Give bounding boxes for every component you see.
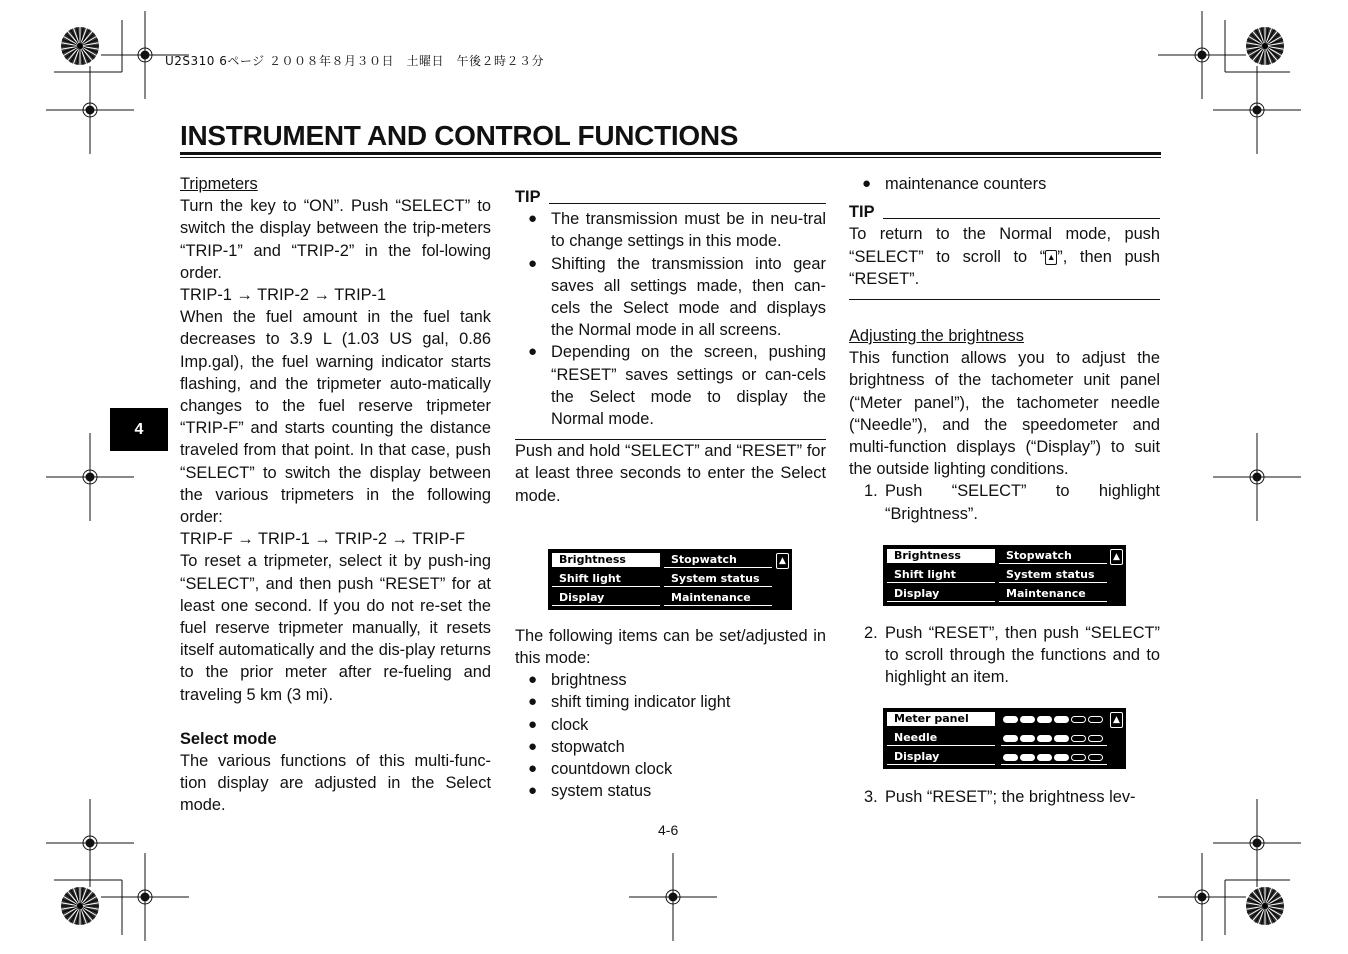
items-list	[515, 669, 826, 802]
brightness-label: Display	[887, 750, 995, 765]
page-number: 4-6	[658, 822, 679, 838]
trip-order-1: TRIP-1 → TRIP-2 → TRIP-1	[180, 286, 387, 305]
menu-cell: Brightness	[552, 553, 660, 567]
tip-item: ● Shifting the transmission into gear saves all settings made, then can-cels the Select mode and displays the Normal mode in all screens.	[515, 253, 826, 342]
level-dot	[1037, 735, 1052, 742]
level-dot	[1054, 735, 1069, 742]
level-dot	[1071, 754, 1086, 761]
menu-cell: Stopwatch	[999, 549, 1107, 564]
tip-heading: TIP	[515, 186, 826, 208]
tripmeters-paragraph-2: When the fuel amount in the fuel tank decreases to 3.9 L (1.03 US gal, 0.86 Imp.gal), the fuel warning indicator starts flashing, and the tripmeter auto-matically changes to the fuel reserve tripmeter “TRIP-F” and starts counting the distance traveled from that point. In that case, push “SELECT” to switch the display between the various tripmeters in the following order:	[180, 308, 491, 527]
level-dot	[1071, 716, 1086, 723]
list-item: ● stopwatch	[515, 736, 826, 758]
brightness-label: Needle	[887, 731, 995, 746]
title-rule	[180, 152, 1161, 155]
list-item: ● clock	[515, 714, 826, 736]
scroll-arrow-icon: ▲	[776, 553, 789, 569]
scroll-arrow-icon: ▲	[1045, 250, 1057, 265]
scroll-arrow-icon: ▲	[1110, 712, 1123, 728]
page-title: INSTRUMENT AND CONTROL FUNCTIONS	[180, 120, 739, 151]
column-middle	[515, 186, 826, 802]
chapter-tab: 4	[110, 408, 168, 451]
level-bar	[1003, 716, 1103, 723]
select-mode-paragraph: The various functions of this multi-func-tion display are adjusted in the Select mode.	[180, 752, 491, 815]
brightness-paragraph: This function allows you to adjust the brightness of the tachometer unit panel (“Meter panel”), the tachometer needle (“Needle”), and the speedometer and multi-function displays (“Display”) to suit the outside lighting conditions.	[849, 349, 1160, 479]
menu-cell: Maintenance	[664, 591, 772, 606]
step-item: 3. Push “RESET”; the brightness lev-	[864, 788, 1136, 807]
level-bar	[1003, 735, 1103, 742]
menu-cell: Stopwatch	[664, 553, 772, 568]
items-intro-paragraph: The following items can be set/adjusted in this mode:	[515, 626, 826, 668]
brightness-heading: Adjusting the brightness	[849, 327, 1024, 346]
select-mode-heading: Select mode	[180, 729, 277, 748]
list-item: ● brightness	[515, 669, 826, 691]
tip-paragraph: To return to the Normal mode, push “SELECT” to scroll to “ ▲”, then push “RESET”.	[849, 225, 1160, 288]
step-item: 2. Push “RESET”, then push “SELECT” to scroll through the functions and to highlight an item.	[864, 623, 1160, 687]
tip-item: ● Depending on the screen, pushing “RESET” saves settings or can-cels the Select mode to display the Normal mode.	[515, 341, 826, 430]
brightness-label: Meter panel	[887, 712, 995, 726]
menu-cell: Maintenance	[999, 587, 1107, 602]
tip-heading: TIP	[849, 201, 1160, 223]
menu-cell: Shift light	[552, 572, 660, 587]
level-dot	[1003, 754, 1018, 761]
brightness-level-display	[883, 708, 1126, 769]
title-rule-thin	[180, 157, 1161, 158]
list-item: ● countdown clock	[515, 758, 826, 780]
level-dot	[1020, 754, 1035, 761]
level-bar	[1003, 754, 1103, 761]
level-dot	[1054, 716, 1069, 723]
tip-list	[515, 208, 826, 430]
list-item: ● maintenance counters	[849, 173, 1160, 195]
print-header: U2S310 6ページ ２００８年８月３０日 土曜日 午後２時２３分	[165, 54, 544, 68]
menu-cell: Display	[887, 587, 995, 602]
level-dot	[1088, 754, 1103, 761]
enter-select-paragraph: Push and hold “SELECT” and “RESET” for at least three seconds to enter the Select mode.	[515, 442, 826, 505]
tripmeters-paragraph-1: Turn the key to “ON”. Push “SELECT” to switch the display between the trip-meters “TRIP-1” and “TRIP-2” in the fol-lowing order.	[180, 197, 491, 282]
list-item: ● shift timing indicator light	[515, 691, 826, 713]
tip-item: ● The transmission must be in neu-tral to change settings in this mode.	[515, 208, 826, 252]
menu-cell: System status	[664, 572, 772, 587]
level-dot	[1003, 735, 1018, 742]
level-dot	[1071, 735, 1086, 742]
level-dot	[1088, 716, 1103, 723]
brightness-select-display	[883, 545, 1126, 606]
level-dot	[1088, 735, 1103, 742]
trip-order-2: TRIP-F → TRIP-1 → TRIP-2 → TRIP-F	[180, 530, 466, 549]
menu-cell: System status	[999, 568, 1107, 583]
list-item: ● system status	[515, 780, 826, 802]
menu-cell: Shift light	[887, 568, 995, 583]
level-underline	[1001, 764, 1107, 765]
column-left	[180, 173, 491, 817]
scroll-arrow-icon: ▲	[1110, 549, 1123, 565]
menu-cell: Brightness	[887, 549, 995, 563]
level-dot	[1020, 735, 1035, 742]
tripmeters-paragraph-3: To reset a tripmeter, select it by push-ing “SELECT”, and then push “RESET” for at least one second. If you do not re-set the fuel reserve tripmeter manually, it resets itself automatically and the dis-play returns to the prior meter after re-fueling and traveling 5 km (3 mi).	[180, 552, 491, 704]
tripmeters-heading: Tripmeters	[180, 175, 258, 193]
select-menu-display	[548, 549, 792, 610]
level-underline	[1001, 745, 1107, 746]
menu-cell: Display	[552, 591, 660, 606]
level-dot	[1037, 716, 1052, 723]
step-item: 1. Push “SELECT” to highlight “Brightness”.	[864, 482, 1160, 523]
level-dot	[1003, 716, 1018, 723]
level-dot	[1037, 754, 1052, 761]
level-dot	[1054, 754, 1069, 761]
level-dot	[1020, 716, 1035, 723]
